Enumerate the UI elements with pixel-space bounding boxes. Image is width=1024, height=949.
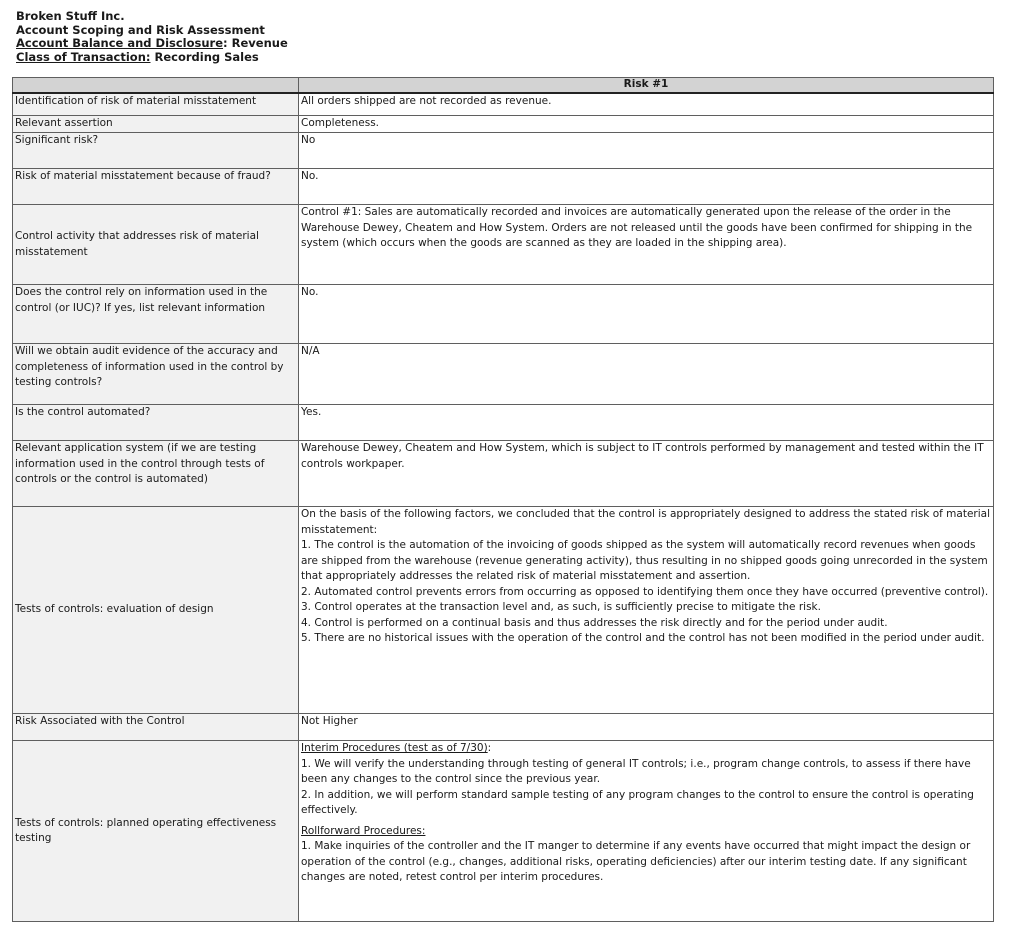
interim-colon: : — [487, 742, 492, 754]
row-value: Control #1: Sales are automatically recorded and invoices are automatically generated upon the release of the order in the Warehouse Dewey, Cheatem and How System. Orders are not released until the goods have been confirmed for shipping in the system (which occurs when the goods are scanned as they are loaded in the shipping area). — [299, 205, 994, 285]
account-value: : Revenue — [223, 36, 288, 51]
row-label: Relevant application system (if we are testing information used in the control through tests of controls or the control is automated) — [13, 441, 299, 507]
design-point: 1. The control is the automation of the invoicing of goods shipped as the system will automatically record revenues when goods are shipped from the warehouse (revenue generating activity), thus resulting in no shipped goods going unrecorded in the system that appropriately addresses the related risk of material misstatement and assertion. — [301, 539, 988, 582]
row-value — [299, 741, 994, 922]
table-row — [13, 285, 994, 344]
table-row — [13, 507, 994, 714]
row-label: Significant risk? — [13, 133, 299, 169]
interim-point: 1. We will verify the understanding through testing of general IT controls; i.e., program change controls, to assess if there have been any changes to the control since the previous year. — [301, 757, 971, 785]
row-label: Identification of risk of material misstatement — [13, 93, 299, 116]
row-value — [299, 507, 994, 714]
rollforward-point: 1. Make inquiries of the controller and the IT manger to determine if any events have occurred that might impact the design or operation of the control (e.g., changes, additional risks, operating deficiencies) after our interim testing date. If any significant changes are noted, retest control per interim procedures. — [301, 840, 971, 883]
account-label: Account Balance and Disclosure — [16, 36, 224, 51]
design-point: 2. Automated control prevents errors from occurring as opposed to identifying them once they have occurred (preventive control). — [301, 585, 989, 598]
table-row — [13, 169, 994, 205]
table-row — [13, 405, 994, 441]
row-label: Risk Associated with the Control — [13, 714, 299, 741]
row-label: Risk of material misstatement because of fraud? — [13, 169, 299, 205]
design-point: 4. Control is performed on a continual basis and thus addresses the risk directly and for the period under audit. — [301, 616, 888, 629]
risk-column-header: Risk #1 — [299, 78, 994, 93]
document-title: Account Scoping and Risk Assessment — [16, 22, 265, 37]
table-row — [13, 344, 994, 405]
row-value: No — [299, 133, 994, 169]
table-row — [13, 205, 994, 285]
row-value: Yes. — [299, 405, 994, 441]
class-value: Recording Sales — [150, 49, 259, 64]
row-value: No. — [299, 169, 994, 205]
row-label: Is the control automated? — [13, 405, 299, 441]
interim-heading-line — [301, 741, 991, 757]
account-line — [16, 37, 288, 51]
company-name: Broken Stuff Inc. — [16, 9, 125, 23]
table-row — [13, 714, 994, 741]
risk-assessment-table — [12, 77, 994, 922]
row-value: No. — [299, 285, 994, 344]
row-label: Will we obtain audit evidence of the accuracy and completeness of information used in the control by testing controls? — [13, 344, 299, 405]
class-line — [16, 51, 288, 65]
row-value: All orders shipped are not recorded as revenue. — [299, 93, 994, 116]
table-header-row — [13, 78, 994, 93]
row-label: Does the control rely on information used in the control (or IUC)? If yes, list relevant information — [13, 285, 299, 344]
row-value: Not Higher — [299, 714, 994, 741]
table-row — [13, 741, 994, 922]
rollforward-heading: Rollforward Procedures: — [301, 824, 426, 837]
class-label: Class of Transaction: — [16, 49, 151, 64]
row-value: Warehouse Dewey, Cheatem and How System, which is subject to IT controls performed by management and tested within the IT controls workpaper. — [299, 441, 994, 507]
row-value: Completeness. — [299, 116, 994, 133]
row-label: Control activity that addresses risk of material misstatement — [13, 205, 299, 285]
table-row — [13, 116, 994, 133]
row-label: Relevant assertion — [13, 116, 299, 133]
table-row — [13, 93, 994, 116]
document-header — [16, 10, 288, 64]
row-label: Tests of controls: planned operating effectiveness testing — [13, 741, 299, 922]
row-value: N/A — [299, 344, 994, 405]
table-row — [13, 133, 994, 169]
interim-heading: Interim Procedures (test as of 7/30) — [301, 742, 488, 754]
design-intro: On the basis of the following factors, we concluded that the control is appropriately designed to address the stated risk of material misstatement: — [301, 508, 990, 536]
design-point: 3. Control operates at the transaction level and, as such, is sufficiently precise to mitigate the risk. — [301, 601, 821, 613]
design-point: 5. There are no historical issues with the operation of the control and the control has not been modified in the period under audit. — [301, 632, 985, 644]
interim-point: 2. In addition, we will perform standard sample testing of any program changes to the control to ensure the control is operating effectively. — [301, 788, 974, 816]
row-label: Tests of controls: evaluation of design — [13, 507, 299, 714]
table-row — [13, 441, 994, 507]
